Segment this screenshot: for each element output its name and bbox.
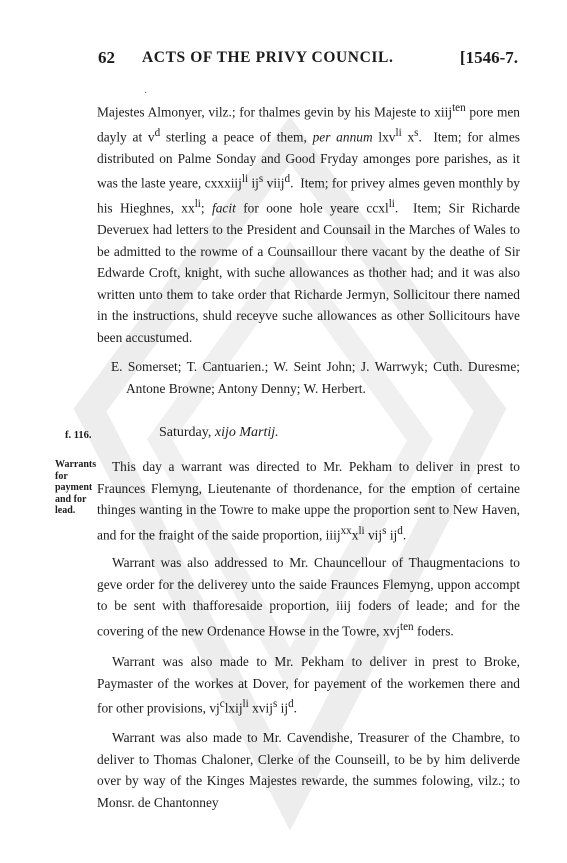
page-number: 62 [98, 48, 115, 67]
sidenote: Warrants for payment and for lead. [55, 459, 97, 516]
running-title: ACTS OF THE PRIVY COUNCIL. [142, 49, 394, 66]
signatories: E. Somerset; T. Cantuarien.; W. Seint John; J. Warrwyk; Cuth. Duresme; Antone Browne; Antony Denny; W. Herbert. [111, 359, 520, 396]
paragraph-warrant-pekham: This day a warrant was directed to Mr. Pekham to deliver in prest to Fraunces Flemyng, Lieutenante of thordenance, for the emption of certaine thinges wanting in the Towre to make uppe the proportion sent to New Haven, and for the fraight of the saide proportion, $iiij^{xx}x^{li}$ vij$^s$ $ij^d$. [97, 459, 520, 542]
paragraph-warrant-dover: Warrant was also made to Mr. Pekham to deliver in prest to Broke, Paymaster of the workes at Dover, for payement of the workemen there and for other provisions, $vj^clxij^{li}$ xvij$^s$ $ij^d$. [97, 654, 520, 716]
folio-number: f. 116. [65, 430, 92, 441]
paragraph-almes: Majestes Almonyer, vilz.; for thalmes gevin by his Majeste to xiij$^{ten}$ pore men dayly at $v^d$ sterling a peace of them, per annum lxv$^{li}$ $x^s$. Item; for almes distributed on Palme Sonday and Good Fryday amonges pore parishes, as it was the laste yeare, cxxxiij$^{li}$ $ij^s$ viij$^d$. Item; for privey almes geven monthly by his Hieghnes, $xx^{li}$; facit for oone hole yeare ccxl$^{li}$. Item; Sir Richarde Deveruex had letters to the President and Counsail in the Marches of Wales to be admitted to the rowme of a Counsaillour there vacant by the deathe of Sir Edwarde Croft, knight, with suche allowances as thother had; and it was also written unto them to take order that Richarde Jermyn, Sollicitour there named in the instructions, shuld receyve suche allowances as other Sollicitours have been accustumed. [97, 102, 521, 345]
section-date: Saturday, xijo Martij. [159, 425, 279, 440]
date-range: [1546-7. [459, 48, 518, 67]
paragraph-warrant-augmentations: Warrant was also addressed to Mr. Chauncellour of Thaugmentacions to geve order for the deliverey unto the saide Fraunces Flemyng, uppon accompt to be sent with thafforesaide proportion, iiij foders of leade; and for the covering of the new Ordenance Howse in the Towre, xvj$^{ten}$ foders. [97, 555, 520, 638]
paragraph-warrant-chambre: Warrant was also made to Mr. Cavendishe, Treasurer of the Chambre, to deliver to Thomas Chaloner, Clerke of the Counseill, to be by him deliverde over by way of the Kinges Majestes rewarde, the summes folowing, vilz.; to Monsr. de Chantonney [97, 730, 520, 810]
running-header [98, 48, 518, 78]
printer-mark: · [144, 88, 148, 99]
